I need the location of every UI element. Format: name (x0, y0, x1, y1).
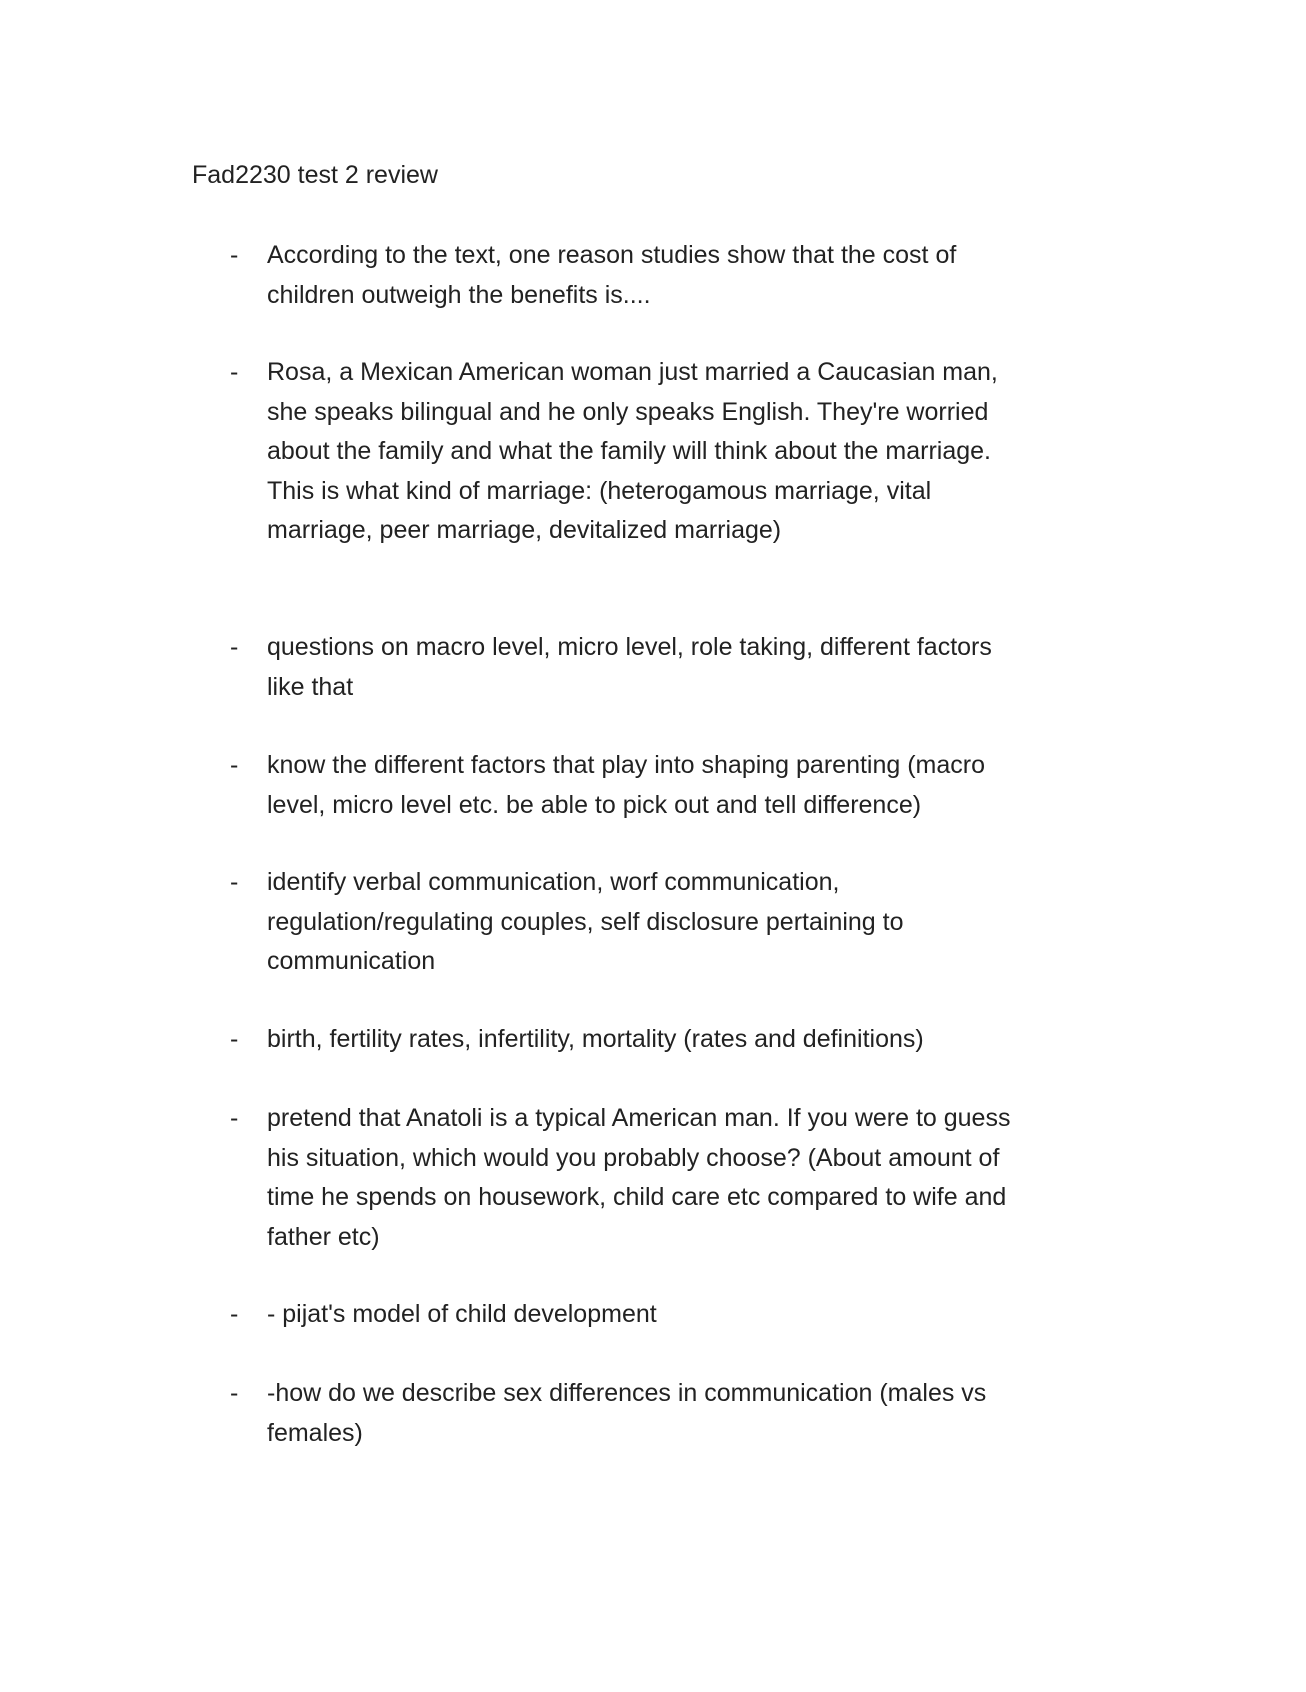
list-item-text: birth, fertility rates, infertility, mortality (rates and definitions) (267, 1025, 924, 1053)
list-item-text: - pijat's model of child development (267, 1300, 657, 1328)
bullet-dash: - (230, 633, 239, 661)
list-item-text: According to the text, one reason studies show that the cost of children outweigh the benefits is.... (267, 241, 957, 309)
bullet-dash: - (230, 1300, 239, 1328)
list-item-text: identify verbal communication, worf communication, regulation/regulating couples, self disclosure pertaining to communication (267, 868, 904, 975)
list-item-text: know the different factors that play into shaping parenting (macro level, micro level etc. be able to pick out and tell difference) (267, 751, 986, 819)
list-item-text: -how do we describe sex differences in communication (males vs females) (267, 1379, 987, 1447)
list-item-text: questions on macro level, micro level, role taking, different factors like that (267, 633, 992, 701)
document-title: Fad2230 test 2 review (192, 161, 438, 189)
bullet-dash: - (230, 1379, 239, 1407)
bullet-dash: - (230, 751, 239, 779)
list-item-text: Rosa, a Mexican American woman just married a Caucasian man, she speaks bilingual and he only speaks English. They're worried about the family and what the family will think about the marriage. This is what kind of marriage: (heterogamous marriage, vital marriage, peer marriage, devitalized marriage) (267, 358, 998, 544)
bullet-dash: - (230, 1104, 239, 1132)
bullet-dash: - (230, 358, 239, 386)
bullet-dash: - (230, 241, 239, 269)
list-item-text: pretend that Anatoli is a typical American man. If you were to guess his situation, which would you probably choose? (About amount of time he spends on housework, child care etc compared to wife and father etc) (267, 1104, 1011, 1251)
bullet-dash: - (230, 1025, 239, 1053)
bullet-dash: - (230, 868, 239, 896)
